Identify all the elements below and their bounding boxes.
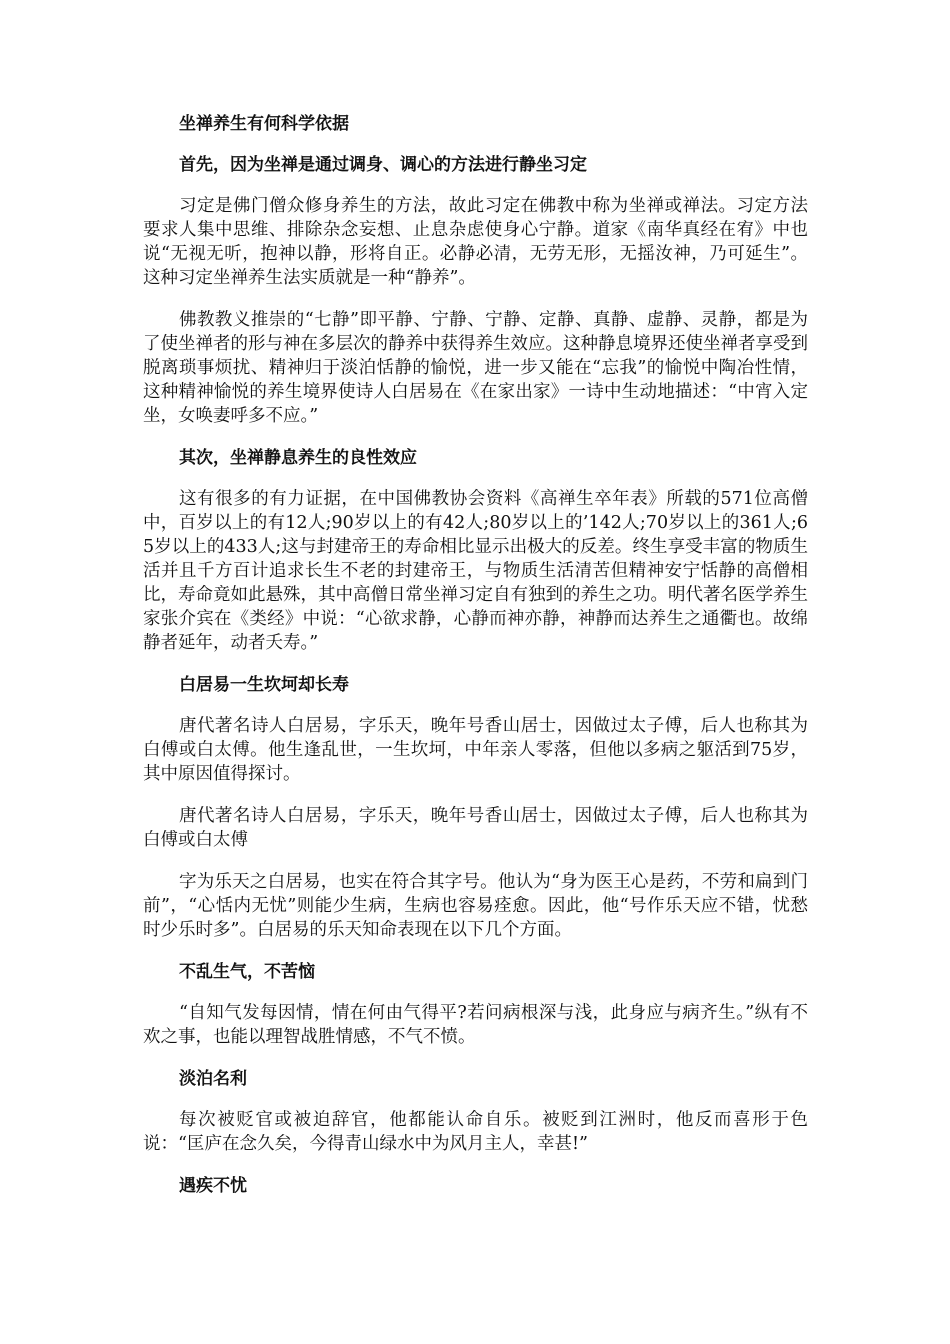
- section-heading-second: 其次，坐禅静息养生的良性效应: [179, 448, 417, 468]
- section-heading-first: 首先，因为坐禅是通过调身、调心的方法进行静坐习定: [179, 155, 587, 175]
- paragraph-xiding: 习定是佛门僧众修身养生的方法，故此习定在佛教中称为坐禅或禅法。习定方法要求人集中思维、排除杂念妄想、止息杂虑使身心宁静。道家《南华真经在宥》中也说“无视无听，抱神以静，形将自正。必静必清，无劳无形，无摇汝神，乃可延生”。这种习定坐禅养生法实质就是一种“静养”。: [143, 196, 808, 288]
- paragraph-qijing: 佛教教义推崇的“七静”即平静、宁静、宁静、定静、真静、虚静、灵静，都是为了使坐禅者的形与神在多层次的静养中获得养生效应。这种静息境界还使坐禅者享受到脱离琐事烦扰、精神归于淡泊恬静的愉悦，进一步又能在“忘我”的愉悦中陶冶性情，这种精神愉悦的养生境界使诗人白居易在《在家出家》一诗中生动地描述：“中宵入定坐，女唤妻呼多不应。”: [143, 310, 808, 426]
- paragraph-bai-juyi-intro-repeat: 唐代著名诗人白居易，字乐天，晚年号香山居士，因做过太子傅，后人也称其为白傅或白太傅: [143, 806, 808, 850]
- paragraph-fame: 每次被贬官或被迫辞官，他都能认命自乐。被贬到江洲时，他反而喜形于色说：“匡庐在念久矣，今得青山绿水中为风月主人，幸甚!”: [143, 1110, 808, 1154]
- document-page: [143, 112, 808, 1215]
- paragraph-evidence: 这有很多的有力证据，在中国佛教协会资料《高禅生卒年表》所载的571位高僧中，百岁以上的有12人;90岁以上的有42人;80岁以上的’142人;70岁以上的361人;65岁以上的433人;这与封建帝王的寿命相比显示出极大的反差。终生享受丰富的物质生活并且千方百计追求长生不老的封建帝王，与物质生活清苦但精神安宁恬静的高僧相比，寿命竟如此悬殊，其中高僧日常坐禅习定自有独到的养生之功。明代著名医学养生家张介宾在《类经》中说：“心欲求静，心静而神亦静，神静而达养生之通衢也。故绵静者延年，动者夭寿。”: [143, 489, 808, 653]
- article-title: 坐禅养生有何科学依据: [179, 114, 349, 134]
- section-heading-bai-juyi: 白居易一生坎坷却长寿: [179, 675, 349, 695]
- paragraph-bai-juyi-intro: 唐代著名诗人白居易，字乐天，晚年号香山居士，因做过太子傅，后人也称其为白傅或白太傅。他生逢乱世，一生坎坷，中年亲人零落，但他以多病之躯活到75岁，其中原因值得探讨。: [143, 716, 808, 784]
- paragraph-letian: 字为乐天之白居易，也实在符合其字号。他认为“身为医王心是药，不劳和扁到门前”，“心恬内无忧”则能少生病，生病也容易痊愈。因此，他“号作乐天应不错，忧愁时少乐时多”。白居易的乐天知命表现在以下几个方面。: [143, 872, 808, 940]
- paragraph-no-anger: “自知气发每因情，情在何由气得平?若问病根深与浅，此身应与病齐生。”纵有不欢之事，也能以理智战胜情感，不气不愤。: [143, 1003, 808, 1047]
- section-heading-no-anger: 不乱生气，不苦恼: [179, 962, 315, 982]
- section-heading-fame: 淡泊名利: [179, 1069, 247, 1089]
- section-heading-illness: 遇疾不忧: [179, 1176, 247, 1196]
